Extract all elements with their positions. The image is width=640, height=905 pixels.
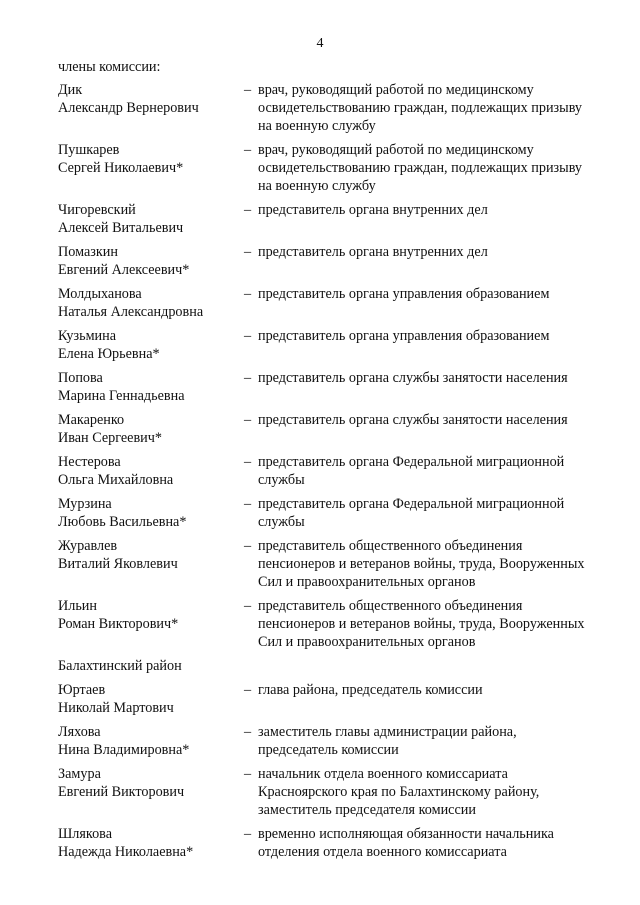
member-role [244, 495, 598, 531]
member-entry [58, 495, 598, 531]
role-dash: – [244, 202, 252, 218]
member-name [58, 825, 244, 861]
member-role [244, 141, 598, 195]
page-number: 4 [316, 36, 324, 51]
member-name [58, 765, 244, 819]
member-name [58, 681, 244, 717]
member-name [58, 201, 244, 237]
role-dash: – [244, 538, 252, 554]
member-surname: Ильин [58, 598, 97, 614]
member-name [58, 141, 244, 195]
member-given-names: Наталья Александровна [58, 304, 204, 320]
role-text: представитель общественного объединения пенсионеров и ветеранов войны, труда, Вооруженных Сил и правоохранительных органов [258, 598, 585, 650]
member-name [58, 495, 244, 531]
role-dash: – [244, 826, 252, 842]
member-role [244, 243, 598, 279]
member-name [58, 597, 244, 651]
member-entry [58, 285, 598, 321]
role-text: представитель органа внутренних дел [258, 202, 488, 218]
member-surname: Мурзина [58, 496, 112, 512]
role-text: представитель органа Федеральной миграционной службы [258, 496, 565, 530]
member-role [244, 369, 598, 405]
member-surname: Замура [58, 766, 101, 782]
member-given-names: Ольга Михайловна [58, 472, 174, 488]
member-role [244, 825, 598, 861]
member-role [244, 285, 598, 321]
member-given-names: Николай Мартович [58, 700, 174, 716]
member-entry [58, 681, 598, 717]
role-text: представитель органа Федеральной миграционной службы [258, 454, 565, 488]
role-text: представитель органа внутренних дел [258, 244, 488, 260]
member-surname: Юртаев [58, 682, 106, 698]
member-surname: Кузьмина [58, 328, 117, 344]
district-heading: Балахтинский район [58, 658, 182, 674]
member-name [58, 723, 244, 759]
member-name [58, 369, 244, 405]
member-name [58, 243, 244, 279]
member-given-names: Нина Владимировна* [58, 742, 190, 758]
member-given-names: Алексей Витальевич [58, 220, 184, 236]
member-surname: Пушкарев [58, 142, 120, 158]
member-entry [58, 81, 598, 135]
member-role [244, 81, 598, 135]
role-dash: – [244, 682, 252, 698]
member-surname: Попова [58, 370, 103, 386]
role-text: представитель органа службы занятости населения [258, 370, 568, 386]
role-dash: – [244, 412, 252, 428]
member-given-names: Марина Геннадьевна [58, 388, 185, 404]
member-surname: Дик [58, 82, 83, 98]
member-given-names: Надежда Николаевна* [58, 844, 194, 860]
member-entry [58, 825, 598, 861]
member-role [244, 681, 598, 717]
member-given-names: Евгений Алексеевич* [58, 262, 190, 278]
member-entry [58, 327, 598, 363]
member-given-names: Елена Юрьевна* [58, 346, 160, 362]
member-surname: Макаренко [58, 412, 125, 428]
member-given-names: Александр Вернерович [58, 100, 199, 116]
member-surname: Ляхова [58, 724, 101, 740]
member-given-names: Виталий Яковлевич [58, 556, 178, 572]
role-text: заместитель главы администрации района, председатель комиссии [258, 724, 517, 758]
member-role [244, 411, 598, 447]
role-dash: – [244, 766, 252, 782]
member-surname: Журавлев [58, 538, 118, 554]
members-list [58, 81, 598, 651]
role-dash: – [244, 598, 252, 614]
role-dash: – [244, 724, 252, 740]
member-surname: Помазкин [58, 244, 118, 260]
member-entry [58, 453, 598, 489]
role-dash: – [244, 142, 252, 158]
member-name [58, 537, 244, 591]
member-surname: Нестерова [58, 454, 121, 470]
member-name [58, 285, 244, 321]
member-surname: Чигоревский [58, 202, 136, 218]
member-entry [58, 369, 598, 405]
role-dash: – [244, 370, 252, 386]
member-name [58, 411, 244, 447]
member-role [244, 453, 598, 489]
member-entry [58, 243, 598, 279]
member-given-names: Роман Викторович* [58, 616, 179, 632]
member-role [244, 201, 598, 237]
member-role [244, 765, 598, 819]
member-given-names: Сергей Николаевич* [58, 160, 184, 176]
role-text: врач, руководящий работой по медицинскому освидетельствованию граждан, подлежащих призыву на военную службу [258, 142, 582, 194]
member-entry [58, 765, 598, 819]
member-surname: Молдыханова [58, 286, 142, 302]
role-text: начальник отдела военного комиссариата Красноярского края по Балахтинскому району, заместитель председателя комиссии [258, 766, 540, 818]
member-given-names: Евгений Викторович [58, 784, 185, 800]
commission-document [58, 58, 598, 867]
member-name [58, 81, 244, 135]
role-dash: – [244, 496, 252, 512]
role-text: глава района, председатель комиссии [258, 682, 483, 698]
member-role [244, 723, 598, 759]
member-entry [58, 141, 598, 195]
member-surname: Шлякова [58, 826, 112, 842]
member-name [58, 327, 244, 363]
member-role [244, 597, 598, 651]
role-dash: – [244, 82, 252, 98]
member-entry [58, 723, 598, 759]
member-role [244, 537, 598, 591]
role-dash: – [244, 454, 252, 470]
member-entry [58, 597, 598, 651]
district-members-list [58, 681, 598, 861]
role-text: представитель органа службы занятости населения [258, 412, 568, 428]
role-dash: – [244, 244, 252, 260]
members-heading: члены комиссии: [58, 59, 161, 75]
role-dash: – [244, 286, 252, 302]
role-text: представитель органа управления образованием [258, 286, 550, 302]
role-text: представитель органа управления образованием [258, 328, 550, 344]
member-given-names: Любовь Васильевна* [58, 514, 187, 530]
member-name [58, 453, 244, 489]
member-given-names: Иван Сергеевич* [58, 430, 162, 446]
member-entry [58, 411, 598, 447]
role-text: временно исполняющая обязанности начальника отделения отдела военного комиссариата [258, 826, 554, 860]
member-entry [58, 537, 598, 591]
role-text: представитель общественного объединения пенсионеров и ветеранов войны, труда, Вооруженных Сил и правоохранительных органов [258, 538, 585, 590]
role-text: врач, руководящий работой по медицинскому освидетельствованию граждан, подлежащих призыву на военную службу [258, 82, 582, 134]
member-role [244, 327, 598, 363]
role-dash: – [244, 328, 252, 344]
member-entry [58, 201, 598, 237]
